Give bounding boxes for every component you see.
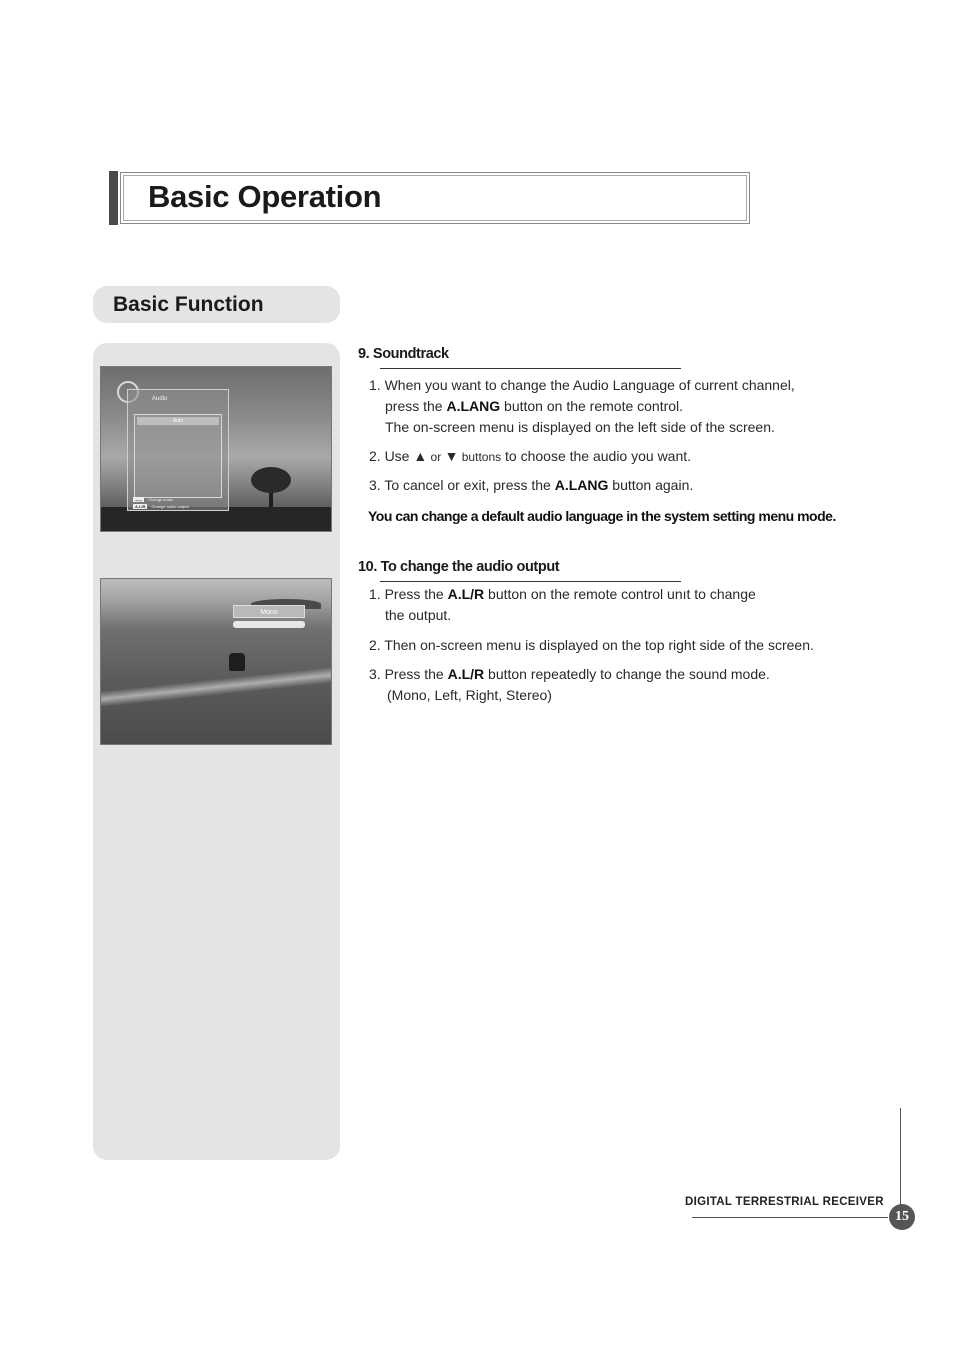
tree-crown (251, 467, 291, 493)
page-number: 15 (889, 1204, 915, 1230)
sound-mode-bar (233, 621, 305, 628)
down-arrow-icon: ▼ (444, 448, 459, 464)
jetski-rider (229, 653, 245, 671)
audio-menu-list (134, 414, 222, 498)
soundtrack-step-3 (369, 475, 889, 496)
step-text: button again. (608, 477, 694, 493)
legend-row (133, 497, 173, 502)
legend-label: Change audio (148, 497, 174, 502)
step-text: button on the remote control unıt to change (484, 586, 756, 602)
audio-menu-osd (127, 389, 229, 511)
alang-button-ref: A.LANG (554, 477, 609, 493)
audio-output-step-3 (369, 664, 889, 706)
soundtrack-step-2 (369, 446, 889, 468)
sound-mode-osd (233, 605, 305, 629)
boat-wake (101, 667, 332, 707)
audio-output-step-2: 2. Then on-screen menu is displayed on the top right side of the screen. (369, 637, 814, 653)
legend-key-icon: ⚊⚊ (135, 497, 143, 502)
step-text: to choose the audio you want. (501, 448, 692, 464)
alang-button-ref: A.LANG (446, 398, 501, 414)
audio-menu-item: Auto (137, 417, 219, 425)
step-text: 3. To cancel or exit, press the (369, 477, 555, 493)
soundtrack-heading-rule (380, 368, 681, 369)
step-text-line (369, 664, 889, 685)
step-text: The on-screen menu is displayed on the left side of the screen. (385, 419, 775, 435)
step-text: the output. (385, 607, 452, 623)
step-text: (Mono, Left, Right, Stereo) (387, 687, 552, 703)
audio-output-step-1 (369, 584, 889, 626)
sound-mode-label: Mono (233, 605, 305, 618)
section-title: Basic Function (113, 293, 264, 316)
legend-row (133, 504, 189, 509)
soundtrack-heading: 9. Soundtrack (358, 346, 449, 362)
step-text-line (369, 396, 889, 417)
page-title: Basic Operation (148, 179, 382, 214)
header-accent-bar (109, 171, 118, 225)
step-text: 2. Use (369, 448, 414, 464)
step-text: button repeatedly to change the sound mode. (484, 666, 770, 682)
footer-label: DIGITAL TERRESTRIAL RECEIVER (685, 1196, 884, 1208)
legend-key: A.L/R (135, 504, 146, 509)
audio-menu-title: Audio (152, 396, 168, 402)
audio-output-heading: 10. To change the audio output (358, 559, 560, 575)
step-text: 1. When you want to change the Audio Language of current channel, (369, 377, 795, 393)
sound-mode-screenshot (100, 578, 332, 745)
audio-output-heading-rule (380, 581, 681, 582)
soundtrack-note: You can change a default audio language in the system setting menu mode. (368, 508, 836, 524)
step-text: press the (385, 398, 447, 414)
step-text: buttons (458, 450, 502, 464)
up-arrow-icon: ▲ (413, 448, 428, 464)
soundtrack-step-1 (369, 375, 889, 438)
step-text: 1. Press the (369, 586, 448, 602)
step-text: or (427, 450, 445, 464)
legend-label: Change audio output (151, 504, 189, 509)
alr-button-ref: A.L/R (447, 586, 485, 602)
step-text: 3. Press the (369, 666, 448, 682)
step-text-line (369, 584, 889, 605)
footer-vertical-rule (900, 1108, 901, 1218)
step-text: button on the remote control. (500, 398, 684, 414)
footer-horizontal-rule (692, 1217, 888, 1218)
alr-button-ref: A.L/R (447, 666, 485, 682)
audio-menu-screenshot (100, 366, 332, 532)
